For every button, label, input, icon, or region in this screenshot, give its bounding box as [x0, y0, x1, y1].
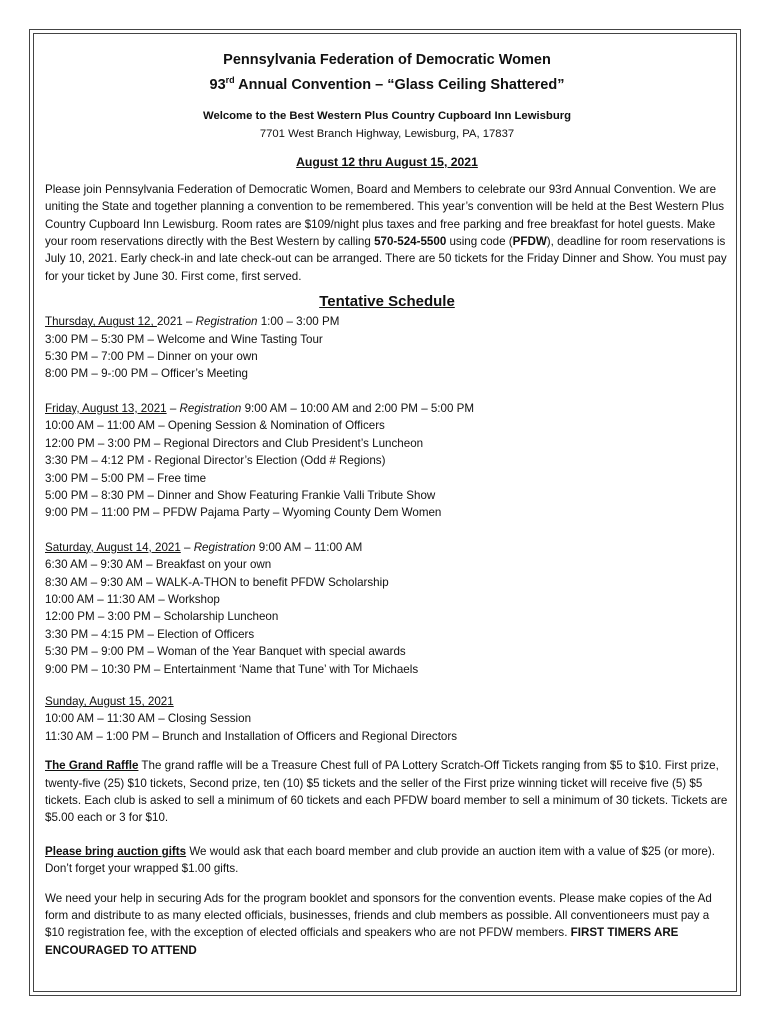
convention-ordinal: rd [225, 75, 235, 85]
schedule-item: 12:00 PM – 3:00 PM – Scholarship Luncheon [45, 610, 279, 624]
convention-title [45, 70, 729, 95]
convention-dates: August 12 thru August 15, 2021 [296, 154, 478, 169]
intro-paragraph: Please join Pennsylvania Federation of Democratic Women, Board and Members to celebrate our 93rd Annual Convention. We are uniting the State and together planning a convention to be remembered. This year’s convention will be held at the Best Western Plus Country Cupboard Inn Lewisburg. Room rates are $109/night plus taxes and free parking and free breakfast for hotel guests. Make your room reservations directly with the Best Western by calling 570-524-5500 using code (PFDW), deadline for room reservations is July 10, 2021. Early check-in and late check-out can be arranged. There are 50 tickets for the Friday Dinner and Show. You must pay for your ticket by June 30. First come, first served. [45, 182, 727, 283]
schedule-item: 10:00 AM – 11:30 AM – Closing Session [45, 712, 252, 726]
day-saturday [45, 539, 729, 678]
convention-number: 93 [209, 76, 226, 93]
ads-paragraph: We need your help in securing Ads for the program booklet and sponsors for the convention events. Please make copies of the Ad form and distribute to as many elected officials, businesses, friends and club members as possible. All conventioneers must pay a $10 registration fee, with the exception of elected officials and speakers who are not PFDW members. FIRST TIMERS ARE ENCOURAGED TO ATTEND [45, 891, 712, 957]
schedule-item: 8:00 PM – 9-:00 PM – Officer’s Meeting [45, 367, 248, 381]
schedule-item: 5:00 PM – 8:30 PM – Dinner and Show Featuring Frankie Valli Tribute Show [45, 488, 436, 502]
schedule-item: 8:30 AM – 9:30 AM – WALK-A-THON to benefit PFDW Scholarship [45, 575, 389, 589]
auction-label: Please bring auction gifts [45, 844, 187, 858]
day-header: Friday, August 13, 2021 – Registration 9:00 AM – 10:00 AM and 2:00 PM – 5:00 PM [45, 401, 475, 415]
schedule-item: 3:30 PM – 4:12 PM - Regional Director’s Election (Odd # Regions) [45, 454, 386, 468]
day-sunday [45, 693, 729, 745]
auction-paragraph: Please bring auction gifts We would ask that each board member and club provide an auction item with a value of $25 (or more). Don’t forget your wrapped $1.00 gifts. [45, 844, 715, 876]
day-header: Thursday, August 12, 2021 – Registration 1:00 – 3:00 PM [45, 315, 340, 329]
day-thursday [45, 313, 729, 383]
day-date: Thursday, August 12, [45, 315, 157, 329]
schedule-item: 3:00 PM – 5:00 PM – Free time [45, 471, 207, 485]
hotel-welcome: Welcome to the Best Western Plus Country Cupboard Inn Lewisburg [202, 109, 572, 122]
schedule-item: 10:00 AM – 11:00 AM – Opening Session & Nomination of Officers [45, 419, 385, 433]
schedule-item: 5:30 PM – 9:00 PM – Woman of the Year Banquet with special awards [45, 645, 406, 659]
schedule-item: 9:00 PM – 11:00 PM – PFDW Pajama Party – Wyoming County Dem Women [45, 506, 442, 520]
schedule-item: 12:00 PM – 3:00 PM – Regional Directors and Club President’s Luncheon [45, 436, 424, 450]
first-timers-note: FIRST TIMERS ARE ENCOURAGED TO ATTEND [45, 926, 679, 957]
reservation-phone: 570-524-5500 [374, 235, 447, 249]
schedule-item: 6:30 AM – 9:30 AM – Breakfast on your own [45, 558, 272, 572]
schedule-item: 3:00 PM – 5:30 PM – Welcome and Wine Tasting Tour [45, 332, 323, 346]
hotel-address: 7701 West Branch Highway, Lewisburg, PA, 17837 [259, 127, 515, 140]
organization-title: Pennsylvania Federation of Democratic Women [223, 52, 551, 68]
day-date: Sunday, August 15, 2021 [45, 694, 174, 708]
schedule-item: 11:30 AM – 1:00 PM – Brunch and Installation of Officers and Regional Directors [45, 729, 458, 743]
schedule-item: 9:00 PM – 10:30 PM – Entertainment ‘Name that Tune’ with Tor Michaels [45, 662, 419, 676]
raffle-label: The Grand Raffle [45, 759, 139, 773]
day-header [45, 693, 729, 710]
convention-name: Annual Convention – “Glass Ceiling Shattered” [234, 76, 565, 93]
day-date: Friday, August 13, 2021 [45, 401, 167, 415]
reservation-code: PFDW [512, 235, 547, 249]
schedule-title: Tentative Schedule [319, 293, 455, 311]
schedule-item: 10:00 AM – 11:30 AM – Workshop [45, 592, 220, 606]
day-date: Saturday, August 14, 2021 [45, 540, 181, 554]
document-body [45, 50, 729, 959]
raffle-paragraph: The Grand Raffle The grand raffle will be a Treasure Chest full of PA Lottery Scratch-Off Tickets ranging from $5 to $10. First prize, twenty-five (25) $10 tickets, Second prize, ten (10) $5 tickets and the seller of the First prize winning ticket will receive five (5) $5 tickets. Each club is asked to sell a minimum of 60 tickets and each PFDW board member to sell a minimum of 30 tickets. Tickets are $5.00 each or 3 for $10. [45, 759, 728, 825]
schedule-item: 5:30 PM – 7:00 PM – Dinner on your own [45, 350, 258, 364]
day-friday [45, 400, 729, 522]
day-header: Saturday, August 14, 2021 – Registration 9:00 AM – 11:00 AM [45, 540, 363, 554]
schedule-item: 3:30 PM – 4:15 PM – Election of Officers [45, 627, 255, 641]
